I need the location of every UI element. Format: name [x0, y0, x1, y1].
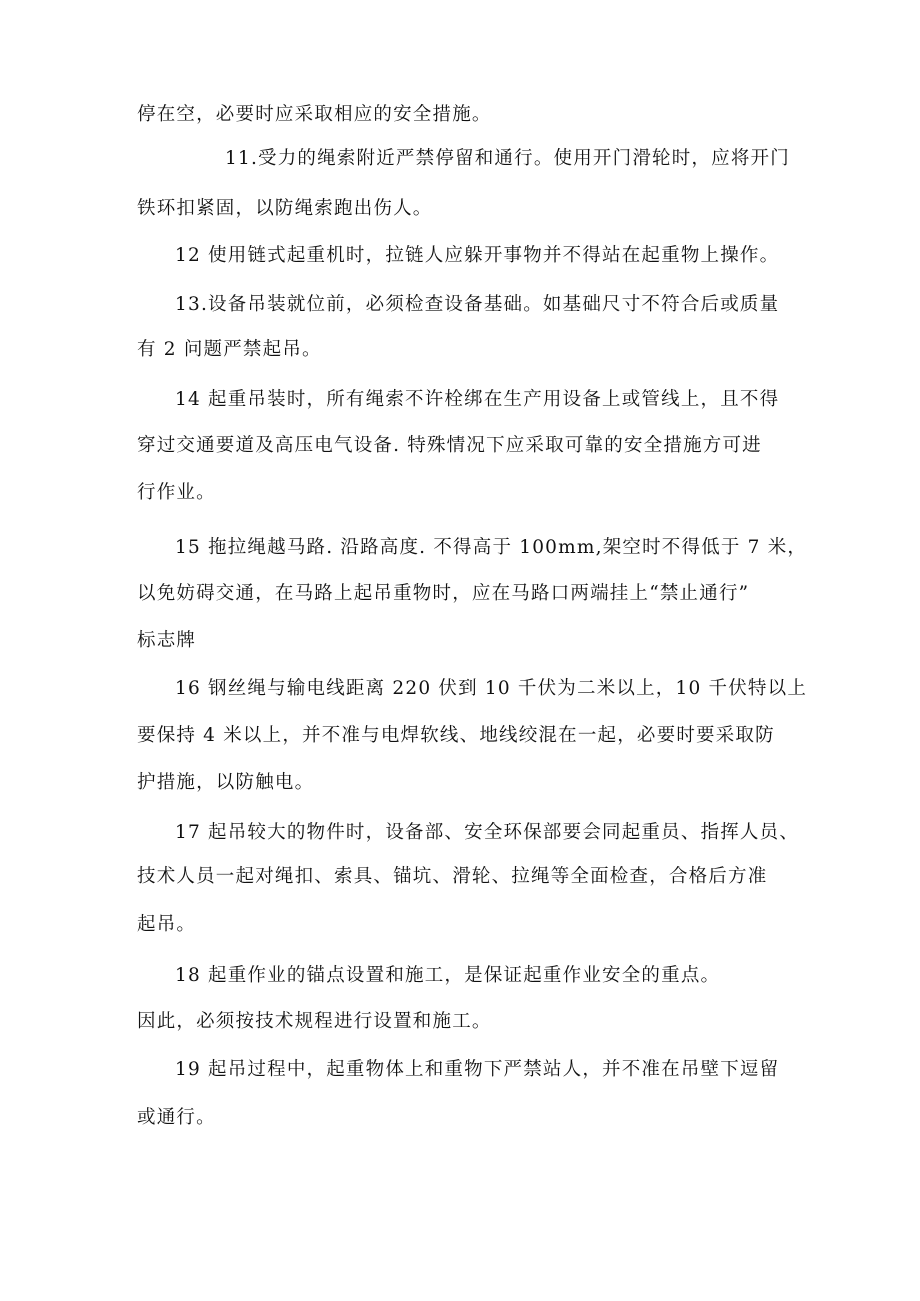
text-line: 或通行。 [137, 1107, 216, 1128]
text-line: 行作业。 [137, 482, 216, 503]
text-line: 18 起重作业的锚点设置和施工，是保证起重作业安全的重点。 [175, 965, 721, 986]
text-line: 16 钢丝绳与输电线距离 220 伏到 10 千伏为二米以上，10 千伏特以上 [175, 678, 808, 699]
text-line: 14 起重吊装时，所有绳索不许栓绑在生产用设备上或管线上，且不得 [175, 389, 780, 410]
text-line: 19 起吊过程中，起重物体上和重物下严禁站人，并不准在吊壁下逗留 [175, 1059, 780, 1080]
text-line: 起吊。 [137, 914, 197, 935]
text-line: 铁环扣紧固，以防绳索跑出伤人。 [137, 198, 433, 219]
text-line: 17 起吊较大的物件时，设备部、安全环保部要会同起重员、指挥人员、 [175, 822, 800, 843]
text-line: 停在空，必要时应采取相应的安全措施。 [137, 104, 492, 125]
text-line: 标志牌 [137, 630, 197, 651]
text-line: 以免妨碍交通，在马路上起吊重物时，应在马路口两端挂上“禁止通行” [137, 583, 750, 604]
text-line: 护措施，以防触电。 [137, 772, 315, 793]
text-line: 穿过交通要道及高压电气设备. 特殊情况下应采取可靠的安全措施方可进 [137, 435, 762, 456]
text-line: 13.设备吊装就位前，必须检查设备基础。如基础尺寸不符合后或质量 [175, 294, 780, 315]
text-line: 技术人员一起对绳扣、索具、锚坑、滑轮、拉绳等全面检查，合格后方准 [137, 866, 768, 887]
text-line: 因此，必须按技术规程进行设置和施工。 [137, 1011, 492, 1032]
text-line: 12 使用链式起重机时，拉链人应躲开事物并不得站在起重物上操作。 [175, 245, 780, 266]
text-line: 11.受力的绳索附近严禁停留和通行。使用开门滑轮时，应将开门 [225, 148, 790, 169]
text-line: 要保持 4 米以上，并不准与电焊软线、地线绞混在一起，必要时要采取防 [137, 725, 775, 746]
text-line: 15 拖拉绳越马路. 沿路高度. 不得高于 100mm,架空时不得低于 7 米， [175, 537, 808, 558]
text-line: 有 2 问题严禁起吊。 [137, 339, 322, 360]
